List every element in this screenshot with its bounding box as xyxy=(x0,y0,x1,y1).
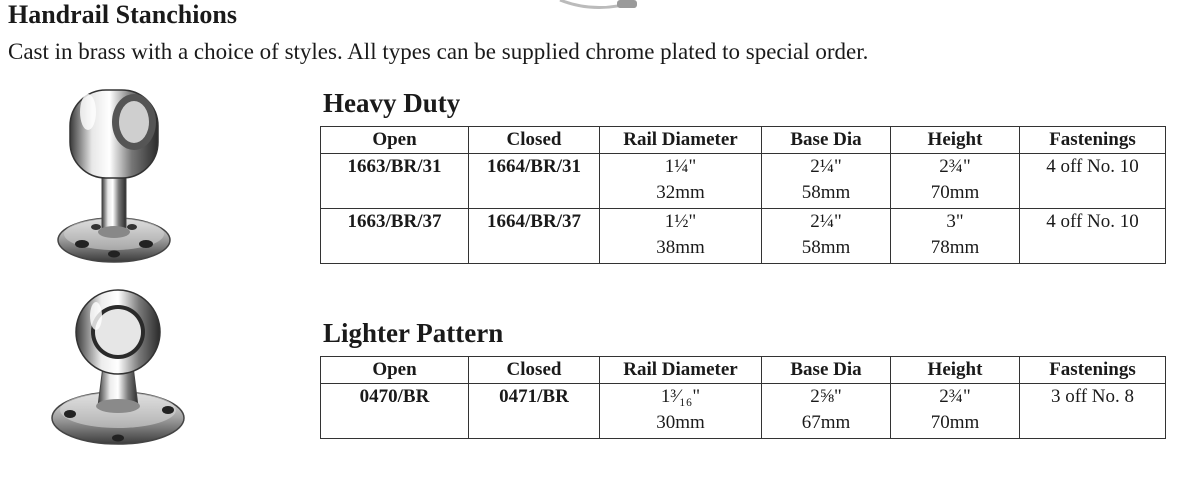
base-dia-inches: 2⅝" xyxy=(810,386,842,407)
open-code: 1663/BR/37 xyxy=(321,209,469,264)
heavy-duty-section xyxy=(320,86,1166,264)
column-header-closed: Closed xyxy=(469,357,600,384)
closed-code: 1664/BR/37 xyxy=(469,209,600,264)
fastenings-cell: 3 off No. 8 xyxy=(1020,384,1166,439)
closed-code: 0471/BR xyxy=(469,384,600,439)
base-dia-cell xyxy=(762,384,891,439)
table-row xyxy=(321,209,1166,264)
rail-diameter-inches: 1½" xyxy=(664,211,697,232)
height-mm: 70mm xyxy=(930,412,980,433)
lighter-pattern-spec-table xyxy=(320,356,1166,439)
heavy-duty-stanchion-image xyxy=(52,82,182,272)
base-dia-mm: 58mm xyxy=(801,182,851,203)
closed-code: 1664/BR/31 xyxy=(469,154,600,209)
rail-diameter-inches: 1¼" xyxy=(664,156,697,177)
column-header-closed: Closed xyxy=(469,127,600,154)
cropped-image-fragment xyxy=(555,0,645,10)
column-header-height: Height xyxy=(891,127,1020,154)
lighter-pattern-stanchion-image xyxy=(38,288,198,488)
column-header-height: Height xyxy=(891,357,1020,384)
page-title: Handrail Stanchions xyxy=(8,0,238,29)
column-header-base-dia: Base Dia xyxy=(762,357,891,384)
height-inches: 2¾" xyxy=(939,386,971,407)
heavy-duty-spec-table xyxy=(320,126,1166,264)
fastenings-cell: 4 off No. 10 xyxy=(1020,209,1166,264)
column-header-rail-diameter: Rail Diameter xyxy=(600,127,762,154)
height-mm: 78mm xyxy=(930,237,980,258)
rail-diameter-mm: 38mm xyxy=(656,237,705,258)
base-dia-inches: 2¼" xyxy=(810,211,842,232)
base-dia-inches: 2¼" xyxy=(810,156,842,177)
height-mm: 70mm xyxy=(930,182,980,203)
column-header-base-dia: Base Dia xyxy=(762,127,891,154)
base-dia-mm: 67mm xyxy=(801,412,851,433)
rail-diameter-mm: 32mm xyxy=(656,182,705,203)
page-intro: Cast in brass with a choice of styles. All types can be supplied chrome plated to special order. xyxy=(8,39,869,64)
rail-diameter-cell xyxy=(600,209,762,264)
rail-diameter-cell xyxy=(600,154,762,209)
height-inches: 2¾" xyxy=(939,156,971,177)
height-inches: 3" xyxy=(946,211,964,232)
height-cell xyxy=(891,384,1020,439)
table-header-row xyxy=(321,357,1166,384)
table-row xyxy=(321,384,1166,439)
base-dia-cell xyxy=(762,154,891,209)
column-header-open: Open xyxy=(321,357,469,384)
open-code: 0470/BR xyxy=(321,384,469,439)
rail-diameter-mm: 30mm xyxy=(656,412,705,433)
section-title: Lighter Pattern xyxy=(323,318,504,348)
column-header-open: Open xyxy=(321,127,469,154)
height-cell xyxy=(891,209,1020,264)
base-dia-mm: 58mm xyxy=(801,237,851,258)
table-row xyxy=(321,154,1166,209)
column-header-fastenings: Fastenings xyxy=(1020,357,1166,384)
rail-diameter-cell xyxy=(600,384,762,439)
column-header-fastenings: Fastenings xyxy=(1020,127,1166,154)
base-dia-cell xyxy=(762,209,891,264)
height-cell xyxy=(891,154,1020,209)
open-code: 1663/BR/31 xyxy=(321,154,469,209)
section-title: Heavy Duty xyxy=(323,88,461,118)
table-header-row xyxy=(321,127,1166,154)
lighter-pattern-section xyxy=(320,316,1166,439)
fastenings-cell: 4 off No. 10 xyxy=(1020,154,1166,209)
rail-diameter-inches: 1³⁄₁₆" xyxy=(660,386,701,407)
column-header-rail-diameter: Rail Diameter xyxy=(600,357,762,384)
